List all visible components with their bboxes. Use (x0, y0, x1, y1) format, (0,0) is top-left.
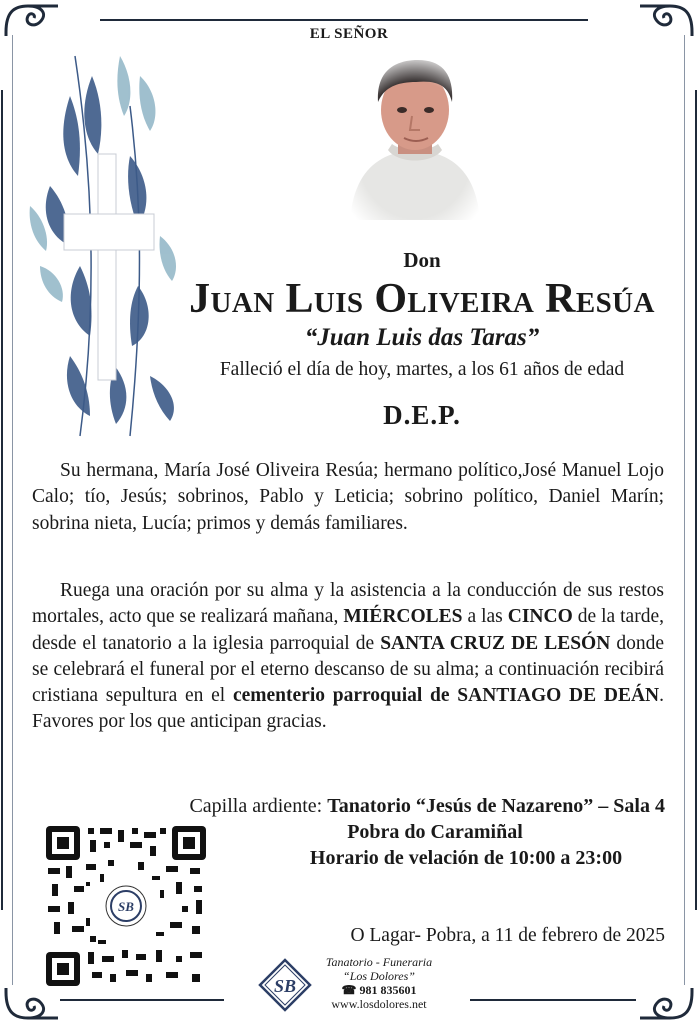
chapel-line (60, 795, 665, 818)
service-cemetery: cementerio parroquial de SANTIAGO DE DEÁN (232, 685, 660, 707)
svg-text:SB: SB (118, 899, 134, 914)
svg-text:SB: SB (273, 976, 297, 996)
qr-code[interactable] (46, 826, 206, 986)
heading-el-senor: EL SEÑOR (309, 26, 389, 42)
chapel-town: Pobra do Caramiñal (347, 821, 523, 843)
chapel-venue: Tanatorio “Jesús de Nazareno” – Sala 4 (327, 795, 665, 817)
deceased-nickname: “Juan Luis das Taras” (304, 324, 540, 351)
service-time: CINCO (507, 606, 573, 628)
funeral-home-type: Tanatorio - Funeraria (325, 955, 433, 969)
deceased-name: Juan Luis Oliveira Resúa (189, 276, 655, 322)
service-paragraph (32, 578, 664, 736)
family-paragraph: Su hermana, María José Oliveira Resúa; hermano político,José Manuel Lojo Calo; tío, Jesús; sobrinos, Pablo y Leticia; sobrino político, Daniel Marín; sobrina nieta, Lucía; primos y demás familiares. (32, 460, 664, 534)
frame-top-line (100, 19, 588, 21)
phone-icon: ☎ (341, 983, 357, 997)
service-text-2: a las (462, 606, 508, 628)
date-place: O Lagar- Pobra, a 11 de febrero de 2025 (350, 925, 665, 946)
funeral-home-website[interactable]: www.losdolores.net (331, 997, 427, 1011)
deceased-portrait (340, 52, 490, 230)
chapel-hours: Horario de velación de 10:00 a 23:00 (309, 847, 623, 869)
frame-left-inner-line (1, 90, 3, 910)
service-text-4: donde se celebrará el funeral por el eterno descanso de su alma; a continuación recibirá cristiana sepultura en el (32, 632, 664, 707)
service-text-1: Ruega una oración por su alma y la asistencia a la conducción de sus restos mortales, acto que se realizará mañana, (32, 580, 664, 628)
service-text-5: . Favores por los que anticipan gracias. (32, 685, 665, 733)
corner-ornament-bottom-right (638, 988, 696, 1022)
frame-bottom-right-line (470, 999, 636, 1001)
dep-text: D.E.P. (383, 400, 461, 430)
funeral-home-info (304, 955, 454, 1011)
frame-left-line (12, 35, 13, 985)
funeral-home-name: “Los Dolores” (343, 969, 415, 983)
funeral-home-phone-row (304, 983, 454, 997)
honorific-don: Don (403, 248, 441, 272)
corner-ornament-bottom-left (2, 988, 60, 1022)
service-text-3: de la tarde, desde el tanatorio a la iglesia parroquial de (32, 606, 664, 654)
frame-right-line (684, 35, 685, 985)
service-church: SANTA CRUZ DE LESÓN (380, 632, 611, 654)
chapel-label: Capilla ardiente: (189, 795, 328, 817)
death-notice: Falleció el día de hoy, martes, a los 61 años de edad (219, 359, 625, 380)
cross-with-leaves-illustration (20, 36, 195, 446)
service-day: MIÉRCOLES (343, 606, 463, 628)
frame-bottom-left-line (60, 999, 224, 1001)
funeral-home-phone[interactable]: 981 835601 (359, 983, 417, 997)
frame-right-inner-line (695, 90, 697, 910)
